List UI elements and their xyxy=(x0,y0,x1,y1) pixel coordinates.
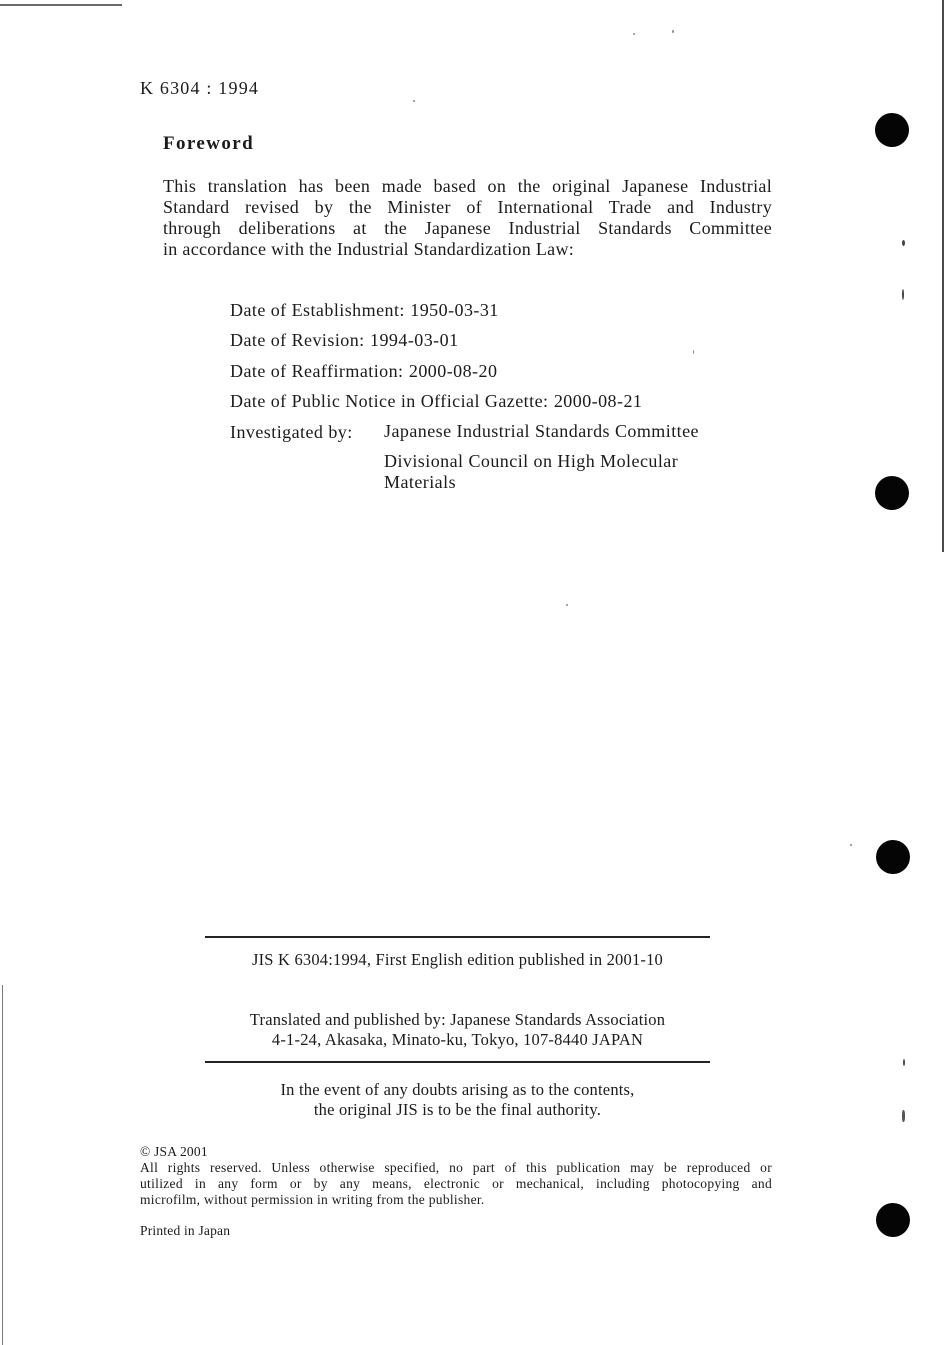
scan-speck xyxy=(693,350,694,354)
date-label: Date of Public Notice in Official Gazette: xyxy=(230,391,549,411)
date-value: 2000-08-21 xyxy=(553,391,643,411)
publisher-line: Translated and published by: Japanese Standards Association xyxy=(249,1010,666,1029)
rights-paragraph xyxy=(140,1160,772,1208)
date-value: 2000-08-20 xyxy=(408,361,498,381)
scan-edge-line-top xyxy=(0,4,122,6)
printed-in-line: Printed in Japan xyxy=(140,1223,231,1238)
scan-speck xyxy=(902,1110,905,1122)
address-line: 4-1-24, Akasaka, Minato-ku, Tokyo, 107-8440 JAPAN xyxy=(271,1030,644,1049)
scan-speck xyxy=(672,30,674,33)
date-label: Date of Revision: xyxy=(230,330,365,350)
scan-speck xyxy=(902,289,904,300)
punch-hole xyxy=(876,840,910,874)
foreword-line: This translation has been made based on the original Japanese Industrial xyxy=(163,176,772,196)
foreword-line: Standard revised by the Minister of International Trade and Industry xyxy=(163,197,772,217)
authority-line: In the event of any doubts arising as to the contents, xyxy=(280,1080,635,1099)
date-value: 1994-03-01 xyxy=(370,330,459,350)
foreword-heading: Foreword xyxy=(163,133,255,154)
scan-speck xyxy=(850,844,852,846)
copyright-notice: © JSA 2001 xyxy=(140,1144,208,1159)
rights-line: utilized in any form or by any means, electronic or mechanical, including photocopying and xyxy=(140,1176,772,1191)
investigated-by-value: Divisional Council on High Molecular xyxy=(384,451,679,471)
scan-speck xyxy=(902,240,905,246)
date-label: Date of Establishment: xyxy=(230,300,405,320)
edition-line: JIS K 6304:1994, First English edition published in 2001-10 xyxy=(251,950,663,969)
scan-speck xyxy=(903,1059,905,1066)
investigated-by-label: Investigated by: xyxy=(230,422,353,442)
scan-speck xyxy=(633,33,635,35)
date-of-revision xyxy=(230,329,459,351)
punch-hole xyxy=(875,113,909,147)
standard-designation: K 6304 : 1994 xyxy=(140,78,260,98)
investigated-by-value: Japanese Industrial Standards Committee xyxy=(384,421,699,441)
divider-rule xyxy=(205,936,710,938)
date-value: 1950-03-31 xyxy=(410,300,499,320)
punch-hole xyxy=(875,476,909,510)
date-of-public-notice xyxy=(230,390,642,412)
foreword-line: through deliberations at the Japanese Industrial Standards Committee xyxy=(163,218,772,238)
authority-line: the original JIS is to be the final authority. xyxy=(313,1100,602,1119)
scan-speck xyxy=(566,604,568,606)
rights-line: microfilm, without permission in writing from the publisher. xyxy=(140,1192,485,1207)
scan-edge-line-right xyxy=(942,0,944,552)
foreword-paragraph xyxy=(163,176,772,260)
divider-rule xyxy=(205,1061,710,1063)
scan-speck xyxy=(413,100,415,102)
foreword-line: in accordance with the Industrial Standardization Law: xyxy=(163,239,575,259)
scan-edge-line-left xyxy=(2,985,3,1345)
punch-hole xyxy=(876,1203,910,1237)
date-of-establishment xyxy=(230,299,499,321)
date-of-reaffirmation xyxy=(230,360,497,382)
date-label: Date of Reaffirmation: xyxy=(230,361,404,381)
investigated-by-value: Materials xyxy=(384,472,457,492)
rights-line: All rights reserved. Unless otherwise specified, no part of this publication may be reproduced or xyxy=(140,1160,772,1175)
